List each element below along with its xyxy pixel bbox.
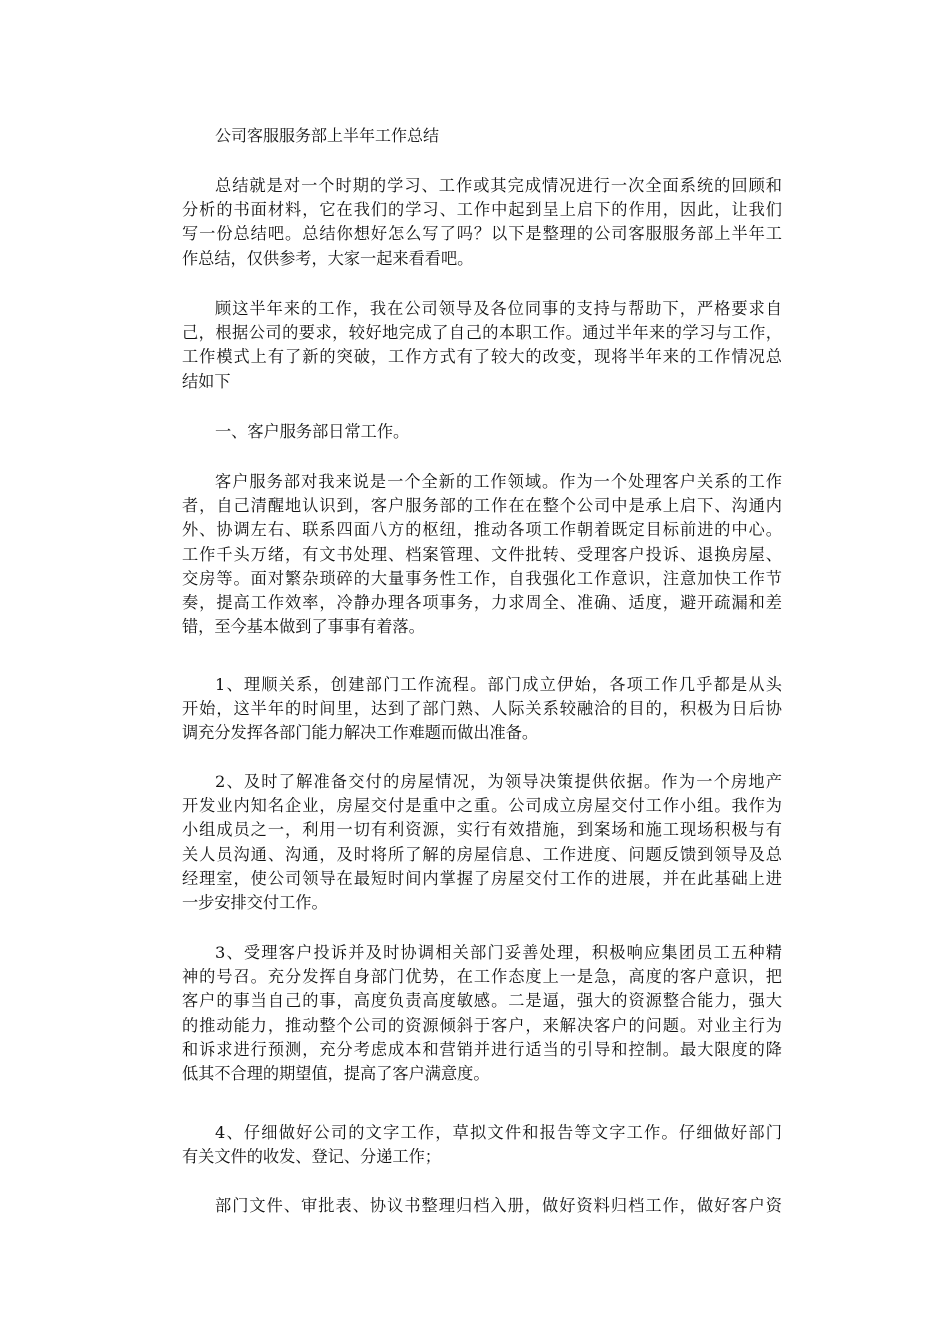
text-line: 工作千头万绪，有文书处理、档案管理、文件批转、受理客户投诉、退换房屋、	[182, 544, 782, 564]
text-line: 4、仔细做好公司的文字工作，草拟文件和报告等文字工作。仔细做好部门	[215, 1123, 782, 1142]
text-line: 开发业内知名企业，房屋交付是重中之重。公司成立房屋交付工作小组。我作为	[182, 796, 782, 816]
document-title: 公司客服服务部上半年工作总结	[215, 126, 440, 145]
text-line: 3、受理客户投诉并及时协调相关部门妥善处理，积极响应集团员工五种精	[215, 943, 782, 962]
text-line: 有关文件的收发、登记、分递工作；	[182, 1147, 441, 1167]
text-line: 者，自己清醒地认识到，客户服务部的工作在在整个公司中是承上启下、沟通内	[182, 496, 782, 516]
text-line: 外、协调左右、联系四面八方的枢纽，推动各项工作朝着既定目标前进的中心。	[182, 520, 782, 540]
item-2-paragraph	[182, 770, 782, 915]
intro-paragraph	[182, 174, 782, 271]
text-line: 交房等。面对繁杂琐碎的大量事务性工作，自我强化工作意识，注意加快工作节	[182, 568, 782, 588]
item-4-paragraph	[182, 1121, 782, 1169]
text-line: 调充分发挥各部门能力解决工作难题而做出准备。	[182, 723, 539, 743]
text-line: 作总结，仅供参考，大家一起来看看吧。	[182, 248, 474, 268]
text-line: 顾这半年来的工作，我在公司领导及各位同事的支持与帮助下，严格要求自	[215, 299, 782, 318]
text-line: 小组成员之一，利用一切有利资源，实行有效措施，到案场和施工现场积极与有	[182, 820, 782, 840]
text-line: 的推动能力，推动整个公司的资源倾斜于客户，来解决客户的问题。对业主行为	[182, 1015, 782, 1035]
text-line: 分析的书面材料，它在我们的学习、工作中起到呈上启下的作用，因此，让我们	[182, 200, 782, 220]
text-line: 客户服务部对我来说是一个全新的工作领域。作为一个处理客户关系的工作	[215, 472, 782, 491]
text-line: 总结就是对一个时期的学习、工作或其完成情况进行一次全面系统的回顾和	[215, 176, 782, 195]
item-1-paragraph	[182, 673, 782, 746]
text-line: 开始，这半年的时间里，达到了部门熟、人际关系较融洽的目的，积极为日后协	[182, 699, 782, 719]
text-line: 神的号召。充分发挥自身部门优势，在工作态度上一是急，高度的客户意识，把	[182, 967, 782, 987]
text-line: 客户的事当自己的事，高度负责高度敏感。二是逼，强大的资源整合能力，强大	[182, 991, 782, 1011]
text-line: 工作模式上有了新的突破，工作方式有了较大的改变，现将半年来的工作情况总	[182, 347, 782, 367]
text-line: 经理室，使公司领导在最短时间内掌握了房屋交付工作的进展，并在此基础上进	[182, 868, 782, 888]
text-line: 写一份总结吧。总结你想好怎么写了吗？以下是整理的公司客服服务部上半年工	[182, 224, 782, 244]
archive-paragraph	[182, 1194, 782, 1218]
text-line: 关人员沟通、沟通，及时将所了解的房屋信息、工作进度、问题反馈到领导及总	[182, 844, 782, 864]
text-line: 奏，提高工作效率，冷静办理各项事务，力求周全、准确、适度，避开疏漏和差	[182, 593, 782, 613]
section-heading	[182, 420, 782, 444]
text-line: 1、理顺关系，创建部门工作流程。部门成立伊始，各项工作几乎都是从头	[215, 675, 782, 694]
item-3-paragraph	[182, 941, 782, 1086]
text-line: 部门文件、审批表、协议书整理归档入册，做好资料归档工作，做好客户资	[215, 1196, 782, 1215]
text-line: 结如下	[182, 371, 231, 391]
text-line: 错，至今基本做到了事事有着落。	[182, 617, 425, 637]
text-line: 2、及时了解准备交付的房屋情况，为领导决策提供依据。作为一个房地产	[215, 772, 782, 791]
text-line: 一、客户服务部日常工作。	[215, 422, 410, 441]
text-line: 己，根据公司的要求，较好地完成了自己的本职工作。通过半年来的学习与工作，	[182, 323, 782, 343]
text-line: 一步安排交付工作。	[182, 893, 328, 913]
text-line: 和诉求进行预测，充分考虑成本和营销并进行适当的引导和控制。最大限度的降	[182, 1039, 782, 1059]
text-line: 低其不合理的期望值，提高了客户满意度。	[182, 1064, 490, 1084]
daily-work-paragraph	[182, 470, 782, 639]
review-paragraph	[182, 297, 782, 394]
